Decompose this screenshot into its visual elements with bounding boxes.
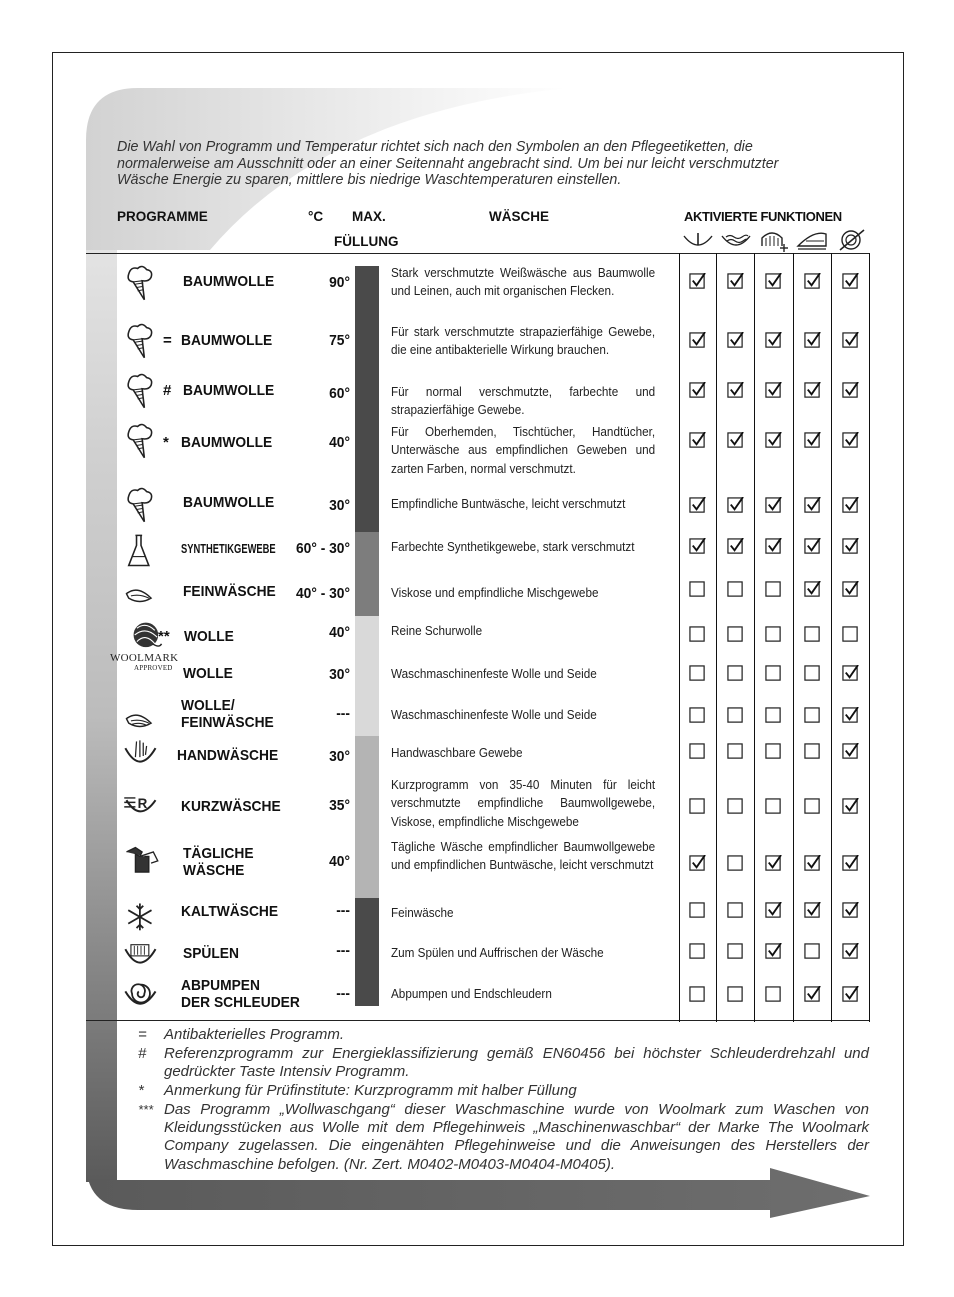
function-checkbox-checked bbox=[689, 497, 706, 514]
program-description: Waschmaschinenfeste Wolle und Seide bbox=[391, 708, 597, 722]
function-checkbox-checked bbox=[842, 798, 859, 815]
program-description: Feinwäsche bbox=[391, 906, 454, 920]
function-checkbox-checked bbox=[804, 432, 821, 449]
fill-level-bar bbox=[355, 478, 379, 532]
program-name: KURZWÄSCHE bbox=[181, 798, 281, 815]
function-checkbox-empty bbox=[727, 855, 744, 872]
program-name: ABPUMPEN DER SCHLEUDER bbox=[181, 977, 300, 1011]
program-description: Für stark verschmutzte strapazierfähige Gewebe, die eine antibakterielle Wirkung brauchen. bbox=[391, 325, 656, 358]
note-mark: = bbox=[138, 1026, 147, 1043]
fill-level-bar bbox=[355, 776, 379, 830]
function-checkbox-checked bbox=[804, 902, 821, 919]
function-checkbox-checked bbox=[804, 273, 821, 290]
function-checkbox-empty bbox=[804, 743, 821, 760]
note-item bbox=[138, 1026, 870, 1046]
intro-text bbox=[117, 139, 869, 189]
function-checkbox-checked bbox=[727, 332, 744, 349]
program-prefix: * bbox=[163, 434, 169, 451]
function-checkbox-empty bbox=[727, 665, 744, 682]
function-checkbox-checked bbox=[765, 332, 782, 349]
handwash-icon bbox=[122, 737, 160, 775]
note-item bbox=[138, 1101, 870, 1177]
program-description: Stark verschmutzte Weißwäsche aus Baumwolle und Leinen, auch mit organischen Flecken. bbox=[391, 266, 656, 299]
cotton-icon bbox=[122, 264, 160, 302]
program-description: Für normal verschmutzte, farbechte und strapazierfähige Gewebe. bbox=[391, 385, 656, 418]
rinse-icon bbox=[122, 938, 160, 976]
function-checkbox-checked bbox=[689, 855, 706, 872]
program-temperature: 40° bbox=[329, 853, 350, 870]
header-functions: AKTIVIERTE FUNKTIONEN bbox=[684, 209, 842, 224]
program-name: BAUMWOLLE bbox=[183, 494, 275, 511]
function-checkbox-checked bbox=[842, 743, 859, 760]
program-prefix: ** bbox=[158, 628, 170, 645]
function-checkbox-checked bbox=[765, 538, 782, 555]
function-checkbox-empty bbox=[804, 665, 821, 682]
column-divider bbox=[831, 253, 832, 1022]
fill-level-bar bbox=[355, 940, 379, 980]
program-temperature: 90° bbox=[329, 274, 350, 291]
synthetic-icon bbox=[122, 532, 160, 570]
note-item bbox=[138, 1082, 870, 1102]
function-checkbox-checked bbox=[842, 538, 859, 555]
program-name: WOLLE bbox=[183, 665, 233, 682]
function-checkbox-empty bbox=[689, 626, 706, 643]
function-checkbox-checked bbox=[804, 382, 821, 399]
program-temperature: --- bbox=[336, 942, 350, 959]
function-checkbox-empty bbox=[804, 626, 821, 643]
snowflake-icon bbox=[122, 899, 160, 937]
function-checkbox-checked bbox=[727, 273, 744, 290]
program-temperature: 30° bbox=[329, 497, 350, 514]
note-text: Referenzprogramm zur Energieklassifizierung gemäß EN60456 bei höchster Schleuderdrehzahl und gedrückter Taste Intensiv Programm. bbox=[164, 1045, 869, 1081]
header-laundry: WÄSCHE bbox=[489, 209, 549, 224]
function-checkbox-checked bbox=[689, 273, 706, 290]
function-checkbox-empty bbox=[765, 986, 782, 1003]
woolmark-line2: APPROVED bbox=[134, 664, 173, 672]
program-description: Empfindliche Buntwäsche, leicht verschmutzt bbox=[391, 497, 626, 511]
function-checkbox-checked bbox=[804, 497, 821, 514]
function-checkbox-empty bbox=[765, 581, 782, 598]
function-checkbox-checked bbox=[842, 382, 859, 399]
program-description: Handwaschbare Gewebe bbox=[391, 746, 523, 760]
fill-level-bar bbox=[355, 898, 379, 940]
column-divider bbox=[679, 253, 680, 1022]
program-name: TÄGLICHE WÄSCHE bbox=[183, 845, 254, 879]
intro-line: normalerweise am Ausschnitt oder an einer Seitennaht angebracht sind. Um bei nur leicht verschmutzter bbox=[117, 155, 779, 172]
program-description: Abpumpen und Endschleudern bbox=[391, 987, 552, 1001]
function-checkbox-empty bbox=[689, 665, 706, 682]
function-checkbox-empty bbox=[727, 986, 744, 1003]
program-description: Tägliche Wäsche empfindlicher Baumwollgewebe und empfindlichen Buntwäsche, leicht verschmutzt bbox=[391, 840, 656, 873]
function-checkbox-empty bbox=[689, 902, 706, 919]
note-item bbox=[138, 1045, 870, 1083]
fill-level-bar bbox=[355, 830, 379, 898]
column-divider bbox=[716, 253, 717, 1022]
function-checkbox-empty bbox=[689, 798, 706, 815]
fill-level-bar bbox=[355, 574, 379, 616]
function-checkbox-checked bbox=[842, 943, 859, 960]
function-checkbox-empty bbox=[689, 581, 706, 598]
function-checkbox-checked bbox=[689, 382, 706, 399]
program-temperature: 30° bbox=[329, 748, 350, 765]
note-text: Das Programm „Wollwaschgang“ dieser Waschmaschine wurde von Woolmark zum Waschen von Kleidungsstücken aus Wolle mit dem Pflegehinweis „Maschinenwaschbar“ der Marke The Woolmark Company zugelassen. Die eingenähten Pflegehinweise und die Anweisungen des Herstellers der Waschmaschine befolgen. (Nr. Zert. M0402-M0403-M0404-M0405). bbox=[164, 1101, 869, 1173]
function-checkbox-checked bbox=[842, 273, 859, 290]
program-temperature: 40° bbox=[329, 434, 350, 451]
function-checkbox-checked bbox=[842, 665, 859, 682]
header-max: MAX. bbox=[352, 209, 386, 224]
intro-line: Wäsche Energie zu sparen, mittlere bis niedrige Waschtemperaturen einstellen. bbox=[117, 172, 622, 189]
program-temperature: 40° bbox=[329, 624, 350, 641]
program-description: Zum Spülen und Auffrischen der Wäsche bbox=[391, 946, 604, 960]
header-programs: PROGRAMME bbox=[117, 209, 208, 224]
function-checkbox-checked bbox=[689, 432, 706, 449]
function-checkbox-checked bbox=[842, 432, 859, 449]
program-name: SPÜLEN bbox=[183, 945, 239, 962]
note-mark: * bbox=[138, 1082, 144, 1099]
function-checkbox-empty bbox=[689, 743, 706, 760]
fill-level-bar bbox=[355, 700, 379, 736]
function-checkbox-empty bbox=[727, 943, 744, 960]
program-description: Reine Schurwolle bbox=[391, 624, 483, 638]
function-checkbox-empty bbox=[689, 707, 706, 724]
function-checkbox-empty bbox=[765, 626, 782, 643]
function-checkbox-empty bbox=[727, 902, 744, 919]
program-temperature: 35° bbox=[329, 797, 350, 814]
program-temperature: --- bbox=[336, 985, 350, 1002]
fill-level-bar bbox=[355, 420, 379, 478]
program-description: Waschmaschinenfeste Wolle und Seide bbox=[391, 667, 597, 681]
function-checkbox-checked bbox=[842, 707, 859, 724]
fill-level-bar bbox=[355, 370, 379, 420]
program-temperature: --- bbox=[336, 705, 350, 722]
fill-level-bar bbox=[355, 660, 379, 700]
program-temperature: 30° bbox=[329, 666, 350, 683]
program-name: BAUMWOLLE bbox=[181, 332, 273, 349]
program-name: WOLLE bbox=[184, 628, 234, 645]
program-temperature: 40° - 30° bbox=[295, 585, 350, 602]
function-checkbox-checked bbox=[727, 432, 744, 449]
intro-line: Die Wahl von Programm und Temperatur richtet sich nach den Symbolen an den Pflegeetiketten, die bbox=[117, 139, 753, 155]
function-checkbox-checked bbox=[842, 902, 859, 919]
function-checkbox-empty bbox=[804, 798, 821, 815]
function-checkbox-checked bbox=[804, 581, 821, 598]
column-divider bbox=[793, 253, 794, 1022]
function-checkbox-checked bbox=[689, 538, 706, 555]
fill-level-bar bbox=[355, 316, 379, 370]
function-checkbox-checked bbox=[804, 332, 821, 349]
fill-level-bar bbox=[355, 532, 379, 574]
program-temperature: 60° bbox=[329, 385, 350, 402]
function-checkbox-empty bbox=[727, 626, 744, 643]
note-text: Antibakterielles Programm. bbox=[164, 1026, 345, 1043]
woolmark-line1: WOOLMARK bbox=[110, 652, 179, 664]
table-top-rule bbox=[86, 253, 870, 254]
cotton-icon bbox=[122, 372, 160, 410]
column-divider bbox=[754, 253, 755, 1022]
function-checkbox-empty bbox=[804, 707, 821, 724]
function-checkbox-checked bbox=[842, 581, 859, 598]
cotton-icon bbox=[122, 322, 160, 360]
extra-rinse-icon bbox=[682, 228, 714, 252]
note-text: Anmerkung für Prüfinstitute: Kurzprogramm mit halber Füllung bbox=[164, 1082, 577, 1099]
daily-wash-icon bbox=[122, 843, 160, 881]
no-spin-icon bbox=[836, 228, 868, 252]
function-checkbox-checked bbox=[765, 273, 782, 290]
program-temperature: --- bbox=[336, 902, 350, 919]
function-checkbox-empty bbox=[804, 943, 821, 960]
function-checkbox-empty bbox=[727, 707, 744, 724]
program-prefix: = bbox=[163, 332, 172, 349]
function-checkbox-checked bbox=[842, 332, 859, 349]
cotton-icon bbox=[122, 486, 160, 524]
function-checkbox-checked bbox=[842, 497, 859, 514]
easy-iron-icon bbox=[796, 228, 828, 252]
function-checkbox-checked bbox=[842, 986, 859, 1003]
function-checkbox-checked bbox=[765, 432, 782, 449]
note-mark: # bbox=[138, 1045, 147, 1062]
function-checkbox-checked bbox=[765, 902, 782, 919]
function-checkbox-empty bbox=[727, 581, 744, 598]
note-mark: *** bbox=[138, 1102, 154, 1117]
header-temp: °C bbox=[308, 209, 324, 224]
program-name: HANDWÄSCHE bbox=[177, 747, 279, 764]
quick-wash-icon bbox=[122, 789, 160, 827]
function-checkbox-checked bbox=[765, 855, 782, 872]
function-checkbox-checked bbox=[765, 497, 782, 514]
header-fill: FÜLLUNG bbox=[334, 234, 399, 249]
delicates-icon bbox=[122, 578, 160, 616]
program-temperature: 75° bbox=[329, 332, 350, 349]
function-checkbox-checked bbox=[804, 855, 821, 872]
function-checkbox-checked bbox=[842, 855, 859, 872]
function-checkbox-empty bbox=[689, 943, 706, 960]
program-name: BAUMWOLLE bbox=[183, 273, 275, 290]
program-description: Kurzprogramm von 35-40 Minuten für leicht verschmutzte empfindliche Baumwollgewebe, Viskose, empfindliche Mischgewebe bbox=[391, 778, 656, 829]
program-name: SYNTHETIKGEWEBE bbox=[181, 541, 276, 556]
program-description: Farbechte Synthetikgewebe, stark verschmutzt bbox=[391, 540, 635, 554]
function-checkbox-checked bbox=[727, 497, 744, 514]
program-name: BAUMWOLLE bbox=[181, 434, 273, 451]
function-checkbox-empty bbox=[727, 798, 744, 815]
fill-level-bar bbox=[355, 266, 379, 316]
function-checkbox-empty bbox=[689, 986, 706, 1003]
function-checkbox-checked bbox=[804, 986, 821, 1003]
wool-delicates-icon bbox=[122, 703, 160, 741]
function-checkbox-empty bbox=[842, 626, 859, 643]
program-prefix: # bbox=[163, 382, 172, 399]
function-checkbox-checked bbox=[765, 943, 782, 960]
function-checkbox-checked bbox=[727, 538, 744, 555]
function-checkbox-empty bbox=[765, 743, 782, 760]
program-name: KALTWÄSCHE bbox=[181, 903, 279, 920]
function-checkbox-checked bbox=[727, 382, 744, 399]
function-checkbox-empty bbox=[765, 707, 782, 724]
function-checkbox-empty bbox=[765, 665, 782, 682]
fill-level-bar bbox=[355, 980, 379, 1006]
program-description: Für Oberhemden, Tischtücher, Handtücher, Unterwäsche aus empfindlichen Geweben und zarten Farben, normal verschmutzt. bbox=[391, 425, 656, 476]
program-temperature: 60° - 30° bbox=[295, 540, 350, 557]
intensive-wash-icon bbox=[720, 228, 752, 252]
program-name: BAUMWOLLE bbox=[183, 382, 275, 399]
fill-level-bar bbox=[355, 616, 379, 660]
woolmark-logo bbox=[110, 653, 178, 673]
function-checkbox-empty bbox=[765, 798, 782, 815]
program-description: Viskose und empfindliche Mischgewebe bbox=[391, 586, 599, 600]
program-name: WOLLE/ FEINWÄSCHE bbox=[181, 697, 274, 731]
prewash-icon bbox=[758, 228, 790, 252]
function-checkbox-checked bbox=[804, 538, 821, 555]
fill-level-bar bbox=[355, 736, 379, 776]
svg-text:R: R bbox=[137, 796, 148, 811]
cotton-icon bbox=[122, 422, 160, 460]
function-checkbox-checked bbox=[765, 382, 782, 399]
function-checkbox-checked bbox=[689, 332, 706, 349]
function-checkbox-empty bbox=[727, 743, 744, 760]
spin-icon bbox=[122, 978, 160, 1016]
table-bottom-rule bbox=[86, 1020, 870, 1021]
program-name: FEINWÄSCHE bbox=[183, 583, 276, 600]
column-divider bbox=[869, 253, 870, 1022]
